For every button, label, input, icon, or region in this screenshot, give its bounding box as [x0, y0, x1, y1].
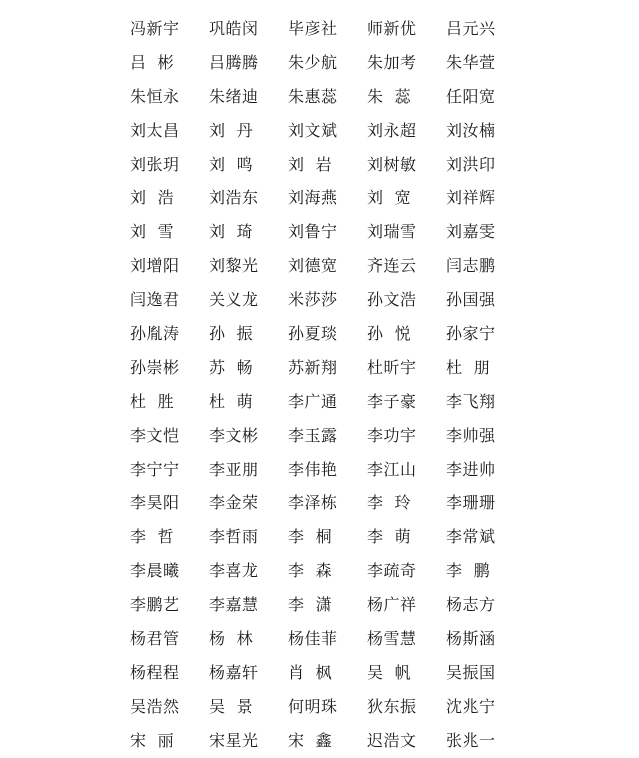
name-entry: 冯新宇 [130, 18, 180, 38]
name-entry: 宋星光 [209, 730, 259, 750]
name-entry: 李功宇 [367, 425, 417, 445]
name-entry: 李广通 [288, 391, 338, 411]
name-entry: 朱惠蕊 [288, 86, 338, 106]
name-entry: 朱华萱 [446, 52, 496, 72]
name-entry: 李进帅 [446, 459, 496, 479]
name-entry: 闫逸君 [130, 290, 180, 310]
name-entry: 杜昕宇 [367, 357, 417, 377]
name-entry: 何明珠 [288, 696, 338, 716]
name-entry: 李常斌 [446, 527, 496, 547]
name-entry: 李 哲 [130, 527, 175, 547]
name-entry: 杨斯涵 [446, 628, 496, 648]
name-entry: 刘德宽 [288, 256, 338, 276]
name-entry: 李疏奇 [367, 561, 417, 581]
name-entry: 朱加考 [367, 52, 417, 72]
name-entry: 关义龙 [209, 290, 259, 310]
name-entry: 苏 畅 [209, 357, 254, 377]
name-entry: 狄东振 [367, 696, 417, 716]
name-entry: 孙崇彬 [130, 357, 180, 377]
name-entry: 刘瑞雪 [367, 222, 417, 242]
name-entry: 杜 胜 [130, 391, 175, 411]
name-entry: 宋 丽 [130, 730, 175, 750]
name-entry: 孙夏琰 [288, 323, 338, 343]
name-entry: 刘 雪 [130, 222, 175, 242]
name-entry: 肖 枫 [288, 662, 333, 682]
name-entry: 李玉露 [288, 425, 338, 445]
name-entry: 李伟艳 [288, 459, 338, 479]
name-entry: 李飞翔 [446, 391, 496, 411]
name-entry: 吴 帆 [367, 662, 412, 682]
name-entry: 宋 鑫 [288, 730, 333, 750]
name-entry: 李 桐 [288, 527, 333, 547]
name-entry: 李帅强 [446, 425, 496, 445]
name-entry: 杨志方 [446, 595, 496, 615]
name-entry: 李江山 [367, 459, 417, 479]
name-entry: 刘张玥 [130, 154, 180, 174]
name-entry: 孙家宁 [446, 323, 496, 343]
name-entry: 吴 景 [209, 696, 254, 716]
name-entry: 李宁宁 [130, 459, 180, 479]
name-entry: 张兆一 [446, 730, 496, 750]
name-entry: 李哲雨 [209, 527, 259, 547]
name-entry: 刘 鸣 [209, 154, 254, 174]
name-entry: 李晨曦 [130, 561, 180, 581]
name-entry: 朱少航 [288, 52, 338, 72]
name-entry: 孙胤涛 [130, 323, 180, 343]
name-entry: 孙 振 [209, 323, 254, 343]
name-entry: 李昊阳 [130, 493, 180, 513]
name-entry: 李亚朋 [209, 459, 259, 479]
name-entry: 吴振国 [446, 662, 496, 682]
name-entry: 杜 萌 [209, 391, 254, 411]
name-entry: 刘文斌 [288, 120, 338, 140]
name-entry: 孙 悦 [367, 323, 412, 343]
name-entry: 李 玲 [367, 493, 412, 513]
name-entry: 刘永超 [367, 120, 417, 140]
name-entry: 李鹏艺 [130, 595, 180, 615]
name-entry: 李嘉慧 [209, 595, 259, 615]
name-entry: 杨雪慧 [367, 628, 417, 648]
name-entry: 齐连云 [367, 256, 417, 276]
name-entry: 刘 岩 [288, 154, 333, 174]
name-entry: 刘 宽 [367, 188, 412, 208]
name-entry: 李金荣 [209, 493, 259, 513]
name-entry: 杨嘉轩 [209, 662, 259, 682]
name-entry: 吕 彬 [130, 52, 175, 72]
name-entry: 杨君管 [130, 628, 180, 648]
name-entry: 闫志鹏 [446, 256, 496, 276]
name-entry: 李 森 [288, 561, 333, 581]
name-entry: 毕彦社 [288, 18, 338, 38]
name-entry: 刘黎光 [209, 256, 259, 276]
name-entry: 刘 琦 [209, 222, 254, 242]
name-entry: 刘 丹 [209, 120, 254, 140]
name-entry: 苏新翔 [288, 357, 338, 377]
name-entry: 李 鹏 [446, 561, 491, 581]
name-entry: 杨佳菲 [288, 628, 338, 648]
name-entry: 朱绪迪 [209, 86, 259, 106]
name-entry: 刘嘉雯 [446, 222, 496, 242]
name-entry: 吕腾腾 [209, 52, 259, 72]
name-entry: 刘树敏 [367, 154, 417, 174]
name-entry: 朱 蕊 [367, 86, 412, 106]
name-entry: 李文彬 [209, 425, 259, 445]
name-entry: 任阳宽 [446, 86, 496, 106]
name-entry: 孙国强 [446, 290, 496, 310]
name-entry: 杨 林 [209, 628, 254, 648]
name-list [130, 12, 525, 758]
name-entry: 朱恒永 [130, 86, 180, 106]
name-entry: 李喜龙 [209, 561, 259, 581]
name-entry: 刘海燕 [288, 188, 338, 208]
name-entry: 沈兆宁 [446, 696, 496, 716]
name-entry: 李子豪 [367, 391, 417, 411]
name-entry: 刘鲁宁 [288, 222, 338, 242]
name-entry: 吴浩然 [130, 696, 180, 716]
name-entry: 巩皓闵 [209, 18, 259, 38]
name-entry: 李文恺 [130, 425, 180, 445]
name-entry: 刘增阳 [130, 256, 180, 276]
name-entry: 刘祥辉 [446, 188, 496, 208]
name-entry: 刘浩东 [209, 188, 259, 208]
name-entry: 吕元兴 [446, 18, 496, 38]
name-entry: 杜 朋 [446, 357, 491, 377]
name-entry: 刘 浩 [130, 188, 175, 208]
name-entry: 李珊珊 [446, 493, 496, 513]
name-entry: 杨广祥 [367, 595, 417, 615]
name-entry: 李泽栋 [288, 493, 338, 513]
name-entry: 李 萌 [367, 527, 412, 547]
name-entry: 杨程程 [130, 662, 180, 682]
name-entry: 刘太昌 [130, 120, 180, 140]
name-entry: 李 潇 [288, 595, 333, 615]
name-entry: 迟浩文 [367, 730, 417, 750]
name-entry: 刘汝楠 [446, 120, 496, 140]
name-entry: 师新优 [367, 18, 417, 38]
name-entry: 米莎莎 [288, 290, 338, 310]
name-entry: 孙文浩 [367, 290, 417, 310]
name-entry: 刘洪印 [446, 154, 496, 174]
